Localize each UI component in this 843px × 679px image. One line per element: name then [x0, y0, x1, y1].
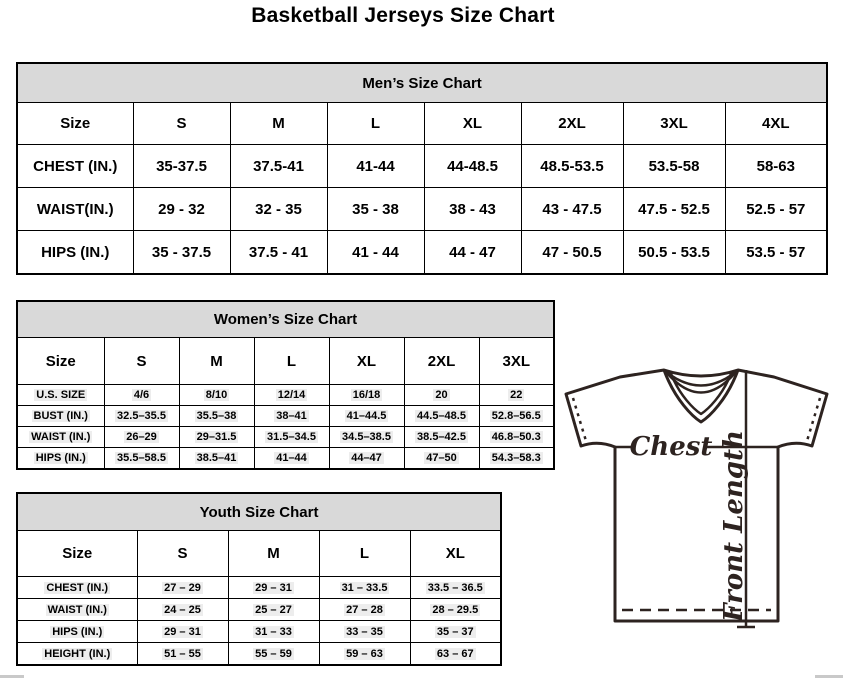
table-row — [17, 643, 501, 666]
row-label: WAIST (IN.) — [17, 427, 104, 448]
column-header: 3XL — [623, 103, 725, 145]
youth-chart-title: Youth Size Chart — [17, 493, 501, 531]
table-row — [17, 621, 501, 643]
column-header: S — [104, 338, 179, 385]
column-header: XL — [410, 531, 501, 577]
table-cell: 44–47 — [329, 448, 404, 470]
table-cell: 35 - 37.5 — [133, 231, 230, 275]
table-row — [17, 385, 554, 406]
table-cell: 37.5-41 — [230, 145, 327, 188]
jersey-measurement-diagram — [556, 360, 838, 640]
row-label: CHEST (IN.) — [17, 577, 137, 599]
column-header: XL — [424, 103, 521, 145]
table-cell: 33.5 – 36.5 — [410, 577, 501, 599]
table-row — [17, 63, 827, 103]
table-cell: 53.5-58 — [623, 145, 725, 188]
column-header: L — [327, 103, 424, 145]
table-row — [17, 577, 501, 599]
column-header: S — [133, 103, 230, 145]
table-cell: 31.5–34.5 — [254, 427, 329, 448]
row-label: HEIGHT (IN.) — [17, 643, 137, 666]
column-header: L — [254, 338, 329, 385]
table-cell: 38 - 43 — [424, 188, 521, 231]
row-label: HIPS (IN.) — [17, 621, 137, 643]
table-cell: 41–44.5 — [329, 406, 404, 427]
table-row — [17, 406, 554, 427]
column-header: L — [319, 531, 410, 577]
table-cell: 50.5 - 53.5 — [623, 231, 725, 275]
table-cell: 53.5 - 57 — [725, 231, 827, 275]
table-row — [17, 301, 554, 338]
table-cell: 41-44 — [327, 145, 424, 188]
table-row — [17, 448, 554, 470]
table-header-row — [17, 531, 501, 577]
table-cell: 29–31.5 — [179, 427, 254, 448]
row-label: WAIST (IN.) — [17, 599, 137, 621]
row-label: WAIST(IN.) — [17, 188, 133, 231]
table-cell: 33 – 35 — [319, 621, 410, 643]
jersey-outline — [566, 370, 827, 621]
column-header: M — [179, 338, 254, 385]
table-cell: 29 – 31 — [137, 621, 228, 643]
table-cell: 38.5–42.5 — [404, 427, 479, 448]
column-header: M — [228, 531, 319, 577]
table-cell: 38–41 — [254, 406, 329, 427]
table-row — [17, 188, 827, 231]
table-cell: 25 – 27 — [228, 599, 319, 621]
table-cell: 52.5 - 57 — [725, 188, 827, 231]
chest-label: Chest — [629, 432, 713, 462]
page-title: Basketball Jerseys Size Chart — [251, 4, 555, 27]
table-row — [17, 493, 501, 531]
youth-size-chart-table — [16, 492, 502, 666]
table-cell: 44-48.5 — [424, 145, 521, 188]
table-cell: 28 – 29.5 — [410, 599, 501, 621]
column-header: Size — [17, 531, 137, 577]
table-cell: 54.3–58.3 — [479, 448, 554, 470]
front-length-label: Front Length — [719, 430, 749, 622]
column-header: 2XL — [404, 338, 479, 385]
table-header-row — [17, 338, 554, 385]
table-cell: 32 - 35 — [230, 188, 327, 231]
table-cell: 43 - 47.5 — [521, 188, 623, 231]
table-cell: 22 — [479, 385, 554, 406]
table-cell: 63 – 67 — [410, 643, 501, 666]
column-header: 3XL — [479, 338, 554, 385]
table-cell: 58-63 — [725, 145, 827, 188]
column-header: XL — [329, 338, 404, 385]
page-edge-fragment-left — [0, 675, 24, 678]
table-cell: 35.5–58.5 — [104, 448, 179, 470]
table-cell: 51 – 55 — [137, 643, 228, 666]
mens-size-chart-table — [16, 62, 828, 275]
table-cell: 29 - 32 — [133, 188, 230, 231]
table-cell: 31 – 33.5 — [319, 577, 410, 599]
table-cell: 24 – 25 — [137, 599, 228, 621]
column-header: M — [230, 103, 327, 145]
table-cell: 47 - 50.5 — [521, 231, 623, 275]
table-cell: 41–44 — [254, 448, 329, 470]
table-cell: 26–29 — [104, 427, 179, 448]
table-cell: 31 – 33 — [228, 621, 319, 643]
table-cell: 35 – 37 — [410, 621, 501, 643]
table-cell: 55 – 59 — [228, 643, 319, 666]
table-cell: 47.5 - 52.5 — [623, 188, 725, 231]
row-label: BUST (IN.) — [17, 406, 104, 427]
table-cell: 8/10 — [179, 385, 254, 406]
mens-chart-title: Men’s Size Chart — [17, 63, 827, 103]
table-cell: 37.5 - 41 — [230, 231, 327, 275]
table-cell: 29 – 31 — [228, 577, 319, 599]
row-label: U.S. SIZE — [17, 385, 104, 406]
column-header: 2XL — [521, 103, 623, 145]
column-header: Size — [17, 338, 104, 385]
table-cell: 32.5–35.5 — [104, 406, 179, 427]
table-row — [17, 231, 827, 275]
row-label: HIPS (IN.) — [17, 231, 133, 275]
table-cell: 16/18 — [329, 385, 404, 406]
table-cell: 35.5–38 — [179, 406, 254, 427]
table-cell: 38.5–41 — [179, 448, 254, 470]
table-header-row — [17, 103, 827, 145]
womens-size-chart-table — [16, 300, 555, 470]
row-label: HIPS (IN.) — [17, 448, 104, 470]
row-label: CHEST (IN.) — [17, 145, 133, 188]
table-cell: 46.8–50.3 — [479, 427, 554, 448]
table-cell: 35 - 38 — [327, 188, 424, 231]
table-cell: 44 - 47 — [424, 231, 521, 275]
table-cell: 20 — [404, 385, 479, 406]
table-row — [17, 427, 554, 448]
page-edge-fragment-right — [815, 675, 843, 678]
column-header: 4XL — [725, 103, 827, 145]
table-cell: 27 – 29 — [137, 577, 228, 599]
table-cell: 52.8–56.5 — [479, 406, 554, 427]
table-cell: 4/6 — [104, 385, 179, 406]
table-row — [17, 145, 827, 188]
table-cell: 27 – 28 — [319, 599, 410, 621]
table-cell: 44.5–48.5 — [404, 406, 479, 427]
column-header: Size — [17, 103, 133, 145]
table-cell: 12/14 — [254, 385, 329, 406]
table-cell: 41 - 44 — [327, 231, 424, 275]
table-cell: 35-37.5 — [133, 145, 230, 188]
table-cell: 59 – 63 — [319, 643, 410, 666]
table-cell: 47–50 — [404, 448, 479, 470]
column-header: S — [137, 531, 228, 577]
table-cell: 48.5-53.5 — [521, 145, 623, 188]
table-row — [17, 599, 501, 621]
table-cell: 34.5–38.5 — [329, 427, 404, 448]
womens-chart-title: Women’s Size Chart — [17, 301, 554, 338]
